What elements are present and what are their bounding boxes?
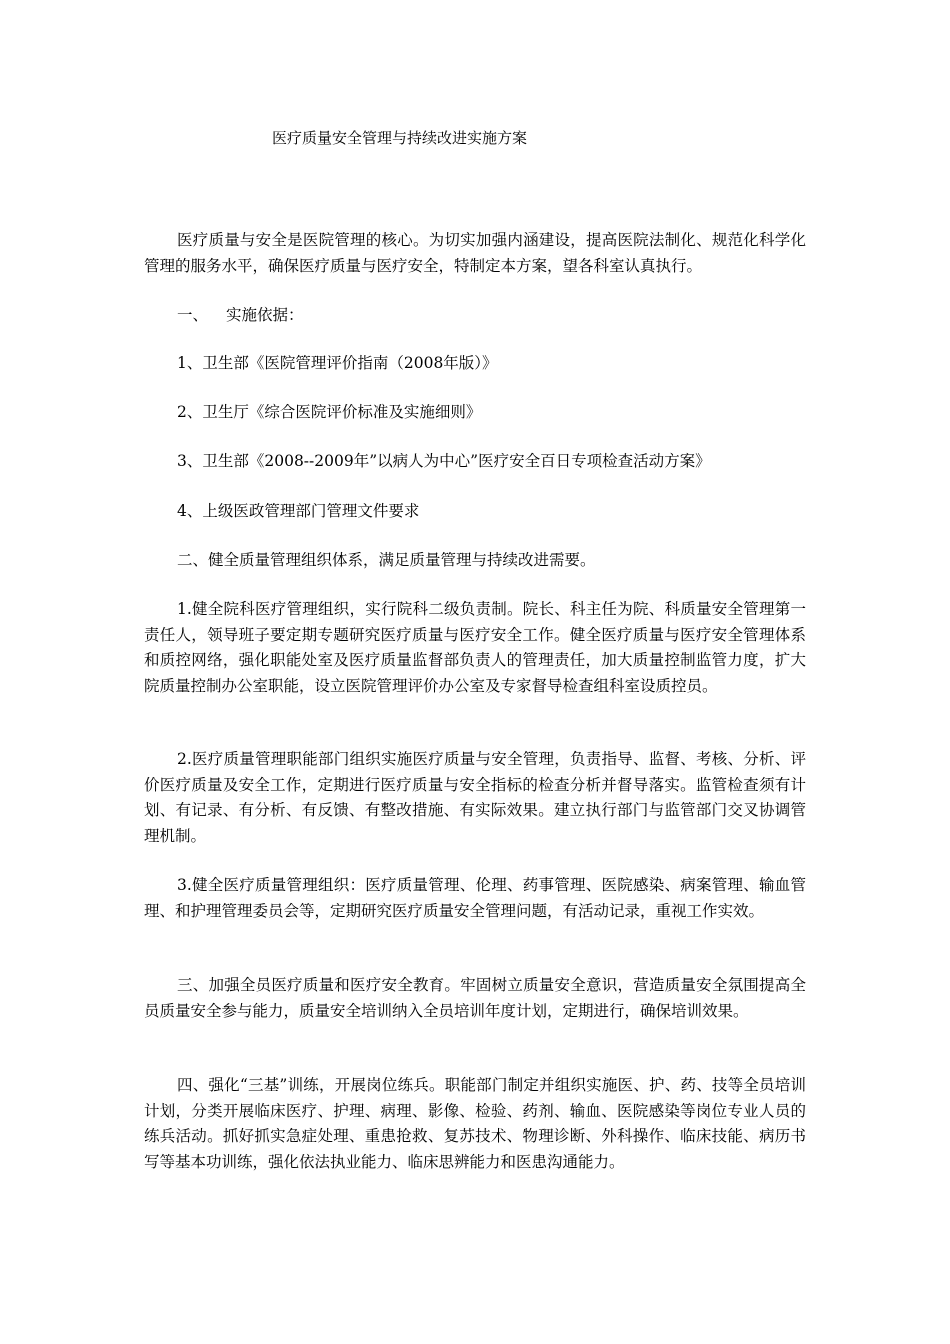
section-1-title: 实施依据： (226, 306, 304, 324)
section-1-number: 一、 (177, 306, 209, 324)
basis-item-2: 2、卫生厅《综合医院评价标准及实施细则》 (177, 403, 482, 421)
section-3-paragraph: 三、加强全员医疗质量和医疗安全教育。牢固树立质量安全意识，营造质量安全氛围提高全员质量安全参与能力，质量安全培训纳入全员培训年度计划，定期进行，确保培训效果。 (144, 976, 806, 1020)
section-2-paragraph-2: 2.医疗质量管理职能部门组织实施医疗质量与安全管理，负责指导、监督、考核、分析、评价医疗质量及安全工作，定期进行医疗质量与安全指标的检查分析并督导落实。监管检查须有计划、有记录、有分析、有反馈、有整改措施、有实际效果。建立执行部门与监管部门交叉协调管理机制。 (144, 750, 806, 845)
basis-item-1: 1、卫生部《医院管理评价指南（2008年版）》 (177, 354, 498, 372)
section-1-heading (177, 304, 304, 326)
document-title: 医疗质量安全管理与持续改进实施方案 (272, 129, 528, 147)
intro-paragraph: 医疗质量与安全是医院管理的核心。为切实加强内涵建设，提高医院法制化、规范化科学化管理的服务水平，确保医疗质量与医疗安全，特制定本方案，望各科室认真执行。 (144, 231, 806, 275)
basis-item-4: 4、上级医政管理部门管理文件要求 (177, 502, 420, 520)
basis-item-3: 3、卫生部《2008--2009年”以病人为中心”医疗安全百日专项检查活动方案》 (177, 452, 711, 470)
section-4-paragraph: 四、强化“三基”训练，开展岗位练兵。职能部门制定并组织实施医、护、药、技等全员培训计划，分类开展临床医疗、护理、病理、影像、检验、药剂、输血、医院感染等岗位专业人员的练兵活动。抓好抓实急症处理、重患抢救、复苏技术、物理诊断、外科操作、临床技能、病历书写等基本功训练，强化依法执业能力、临床思辨能力和医患沟通能力。 (144, 1076, 806, 1171)
section-2-heading: 二、健全质量管理组织体系，满足质量管理与持续改进需要。 (177, 551, 596, 569)
section-2-paragraph-1: 1.健全院科医疗管理组织，实行院科二级负责制。院长、科主任为院、科质量安全管理第一责任人，领导班子要定期专题研究医疗质量与医疗安全工作。健全医疗质量与医疗安全管理体系和质控网络，强化职能处室及医疗质量监督部负责人的管理责任，加大质量控制监管力度，扩大院质量控制办公室职能，设立医院管理评价办公室及专家督导检查组科室设质控员。 (144, 600, 806, 695)
section-2-paragraph-3: 3.健全医疗质量管理组织：医疗质量管理、伦理、药事管理、医院感染、病案管理、输血管理、和护理管理委员会等，定期研究医疗质量安全管理问题，有活动记录，重视工作实效。 (144, 876, 806, 920)
